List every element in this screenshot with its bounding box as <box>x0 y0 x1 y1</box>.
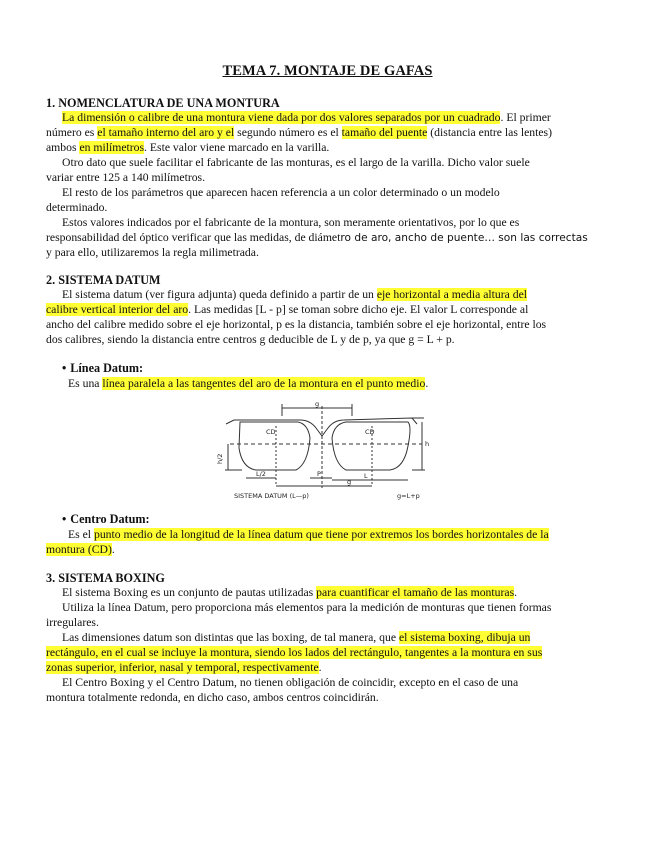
diagram-label-l2: L/2 <box>256 470 266 478</box>
bullet-heading-text: Línea Datum: <box>70 361 144 375</box>
diagram-caption-left: SISTEMA DATUM (L—p) <box>234 492 309 500</box>
bullet-centro-datum <box>62 512 150 527</box>
diagram-label-cd-left: CD <box>266 428 276 436</box>
diagram-label-g-bottom: g <box>347 478 352 486</box>
diagram-label-p: P <box>317 470 321 478</box>
diagram-label-h2: h/2 <box>216 453 224 464</box>
highlight: zonas superior, inferior, nasal y temporal, respectivamente <box>46 661 319 674</box>
s1-line-9 <box>46 230 606 246</box>
diagram-label-l: L <box>364 472 368 480</box>
highlight: tamaño del puente <box>341 126 428 139</box>
text: . <box>514 586 518 599</box>
s1-line-6: El resto de los parámetros que aparecen hacen referencia a un color determinado o un modelo <box>62 186 500 199</box>
s2-line-4: dos calibres, siendo la distancia entre centros g deducible de L y de p, ya que g = L + p. <box>46 333 455 346</box>
s3-line-3: irregulares. <box>46 616 99 629</box>
text: . Este valor viene marcado en la varilla. <box>144 141 330 154</box>
text: El sistema datum (ver figura adjunta) queda definido a partir de un <box>62 288 377 301</box>
s1-line-2 <box>46 125 606 140</box>
s1-line-1 <box>46 110 622 125</box>
diagram-label-h: h <box>425 440 430 448</box>
section-2-heading: 2. SISTEMA DATUM <box>46 273 161 287</box>
page-title: TEMA 7. MONTAJE DE GAFAS <box>222 63 433 79</box>
text: (distancia entre las lentes) <box>427 126 552 139</box>
s2-line-3: ancho del calibre medido sobre el eje horizontal, p es la distancia, también sobre el eje horizontal, entre los <box>46 318 547 331</box>
section-1-heading: 1. NOMENCLATURA DE UNA MONTURA <box>46 96 280 110</box>
highlight: para cuantificar el tamaño de las monturas <box>316 586 515 599</box>
s1-line-3 <box>46 140 606 155</box>
highlight: el tamaño interno del aro y el <box>97 126 235 139</box>
highlight: rectángulo, en el cual se incluye la montura, siendo los lados del rectángulo, tangentes a la montura en sus <box>46 646 543 659</box>
section-3-heading: 3. SISTEMA BOXING <box>46 571 165 585</box>
text: Es el <box>68 528 94 541</box>
linea-datum-text <box>46 376 628 391</box>
s3-line-6 <box>46 660 606 675</box>
text: . <box>318 661 322 674</box>
diagram-label-g-top: g <box>315 400 320 408</box>
text: . <box>425 377 429 390</box>
centro-datum-text-1 <box>46 527 628 542</box>
highlight: el sistema boxing, dibuja un <box>398 631 531 644</box>
text: ambos <box>46 141 80 154</box>
centro-datum-text-2 <box>46 542 606 557</box>
highlight: línea paralela a las tangentes del aro de la montura en el punto medio <box>102 377 426 390</box>
text: . Las medidas [L - p] se toman sobre dicho eje. El valor L corresponde al <box>188 303 529 316</box>
s2-line-2 <box>46 302 606 317</box>
text: ro de aro, ancho de puente… son las correctas <box>340 232 588 244</box>
text: Las dimensiones datum son distintas que las boxing, de tal manera, que <box>62 631 399 644</box>
highlight: en milímetros <box>79 141 145 154</box>
text: responsabilidad del óptico verificar que las medidas, de diámet <box>46 231 341 244</box>
text: segundo número es el <box>234 126 342 139</box>
highlight: calibre vertical interior del aro <box>46 303 189 316</box>
bullet-linea-datum <box>62 361 143 376</box>
diagram-label-cd-right: CD <box>365 428 375 436</box>
bullet-icon: • <box>62 512 67 526</box>
s2-line-1 <box>46 287 622 302</box>
s1-line-5: variar entre 125 a 140 milímetros. <box>46 171 206 184</box>
highlight: La dimensión o calibre de una montura viene dada por dos valores separados por un cuadrado <box>62 111 501 124</box>
s3-line-2: Utiliza la línea Datum, pero proporciona más elementos para la medición de monturas que tienen formas <box>62 601 552 614</box>
text: Es una <box>68 377 103 390</box>
s3-line-5 <box>46 645 606 660</box>
diagram-caption-right: g=L+p <box>397 492 420 500</box>
s3-line-1 <box>46 585 622 600</box>
datum-diagram <box>212 398 437 504</box>
bullet-icon: • <box>62 361 67 375</box>
text: . <box>111 543 115 556</box>
highlight: montura (CD) <box>46 543 112 556</box>
s1-line-10: y para ello, utilizaremos la regla milimetrada. <box>46 246 259 259</box>
s3-line-7: El Centro Boxing y el Centro Datum, no tienen obligación de coincidir, excepto en el caso de una <box>62 676 519 689</box>
s3-line-4 <box>46 630 622 645</box>
s1-line-7: determinado. <box>46 201 108 214</box>
bullet-heading-text: Centro Datum: <box>70 512 150 526</box>
s1-line-8: Estos valores indicados por el fabricante de la montura, son meramente orientativos, por lo que es <box>62 216 520 229</box>
text: El sistema Boxing es un conjunto de pautas utilizadas <box>62 586 317 599</box>
text: . El primer <box>500 111 551 124</box>
s3-line-8: montura totalmente redonda, en dicho caso, ambos centros coincidirán. <box>46 691 379 704</box>
text: número es <box>46 126 98 139</box>
highlight: eje horizontal a media altura del <box>376 288 528 301</box>
s1-line-4: Otro dato que suele facilitar el fabricante de las monturas, es el largo de la varilla. Dicho valor suele <box>62 156 530 169</box>
highlight: punto medio de la longitud de la línea datum que tiene por extremos los bordes horizontales de la <box>93 528 549 541</box>
